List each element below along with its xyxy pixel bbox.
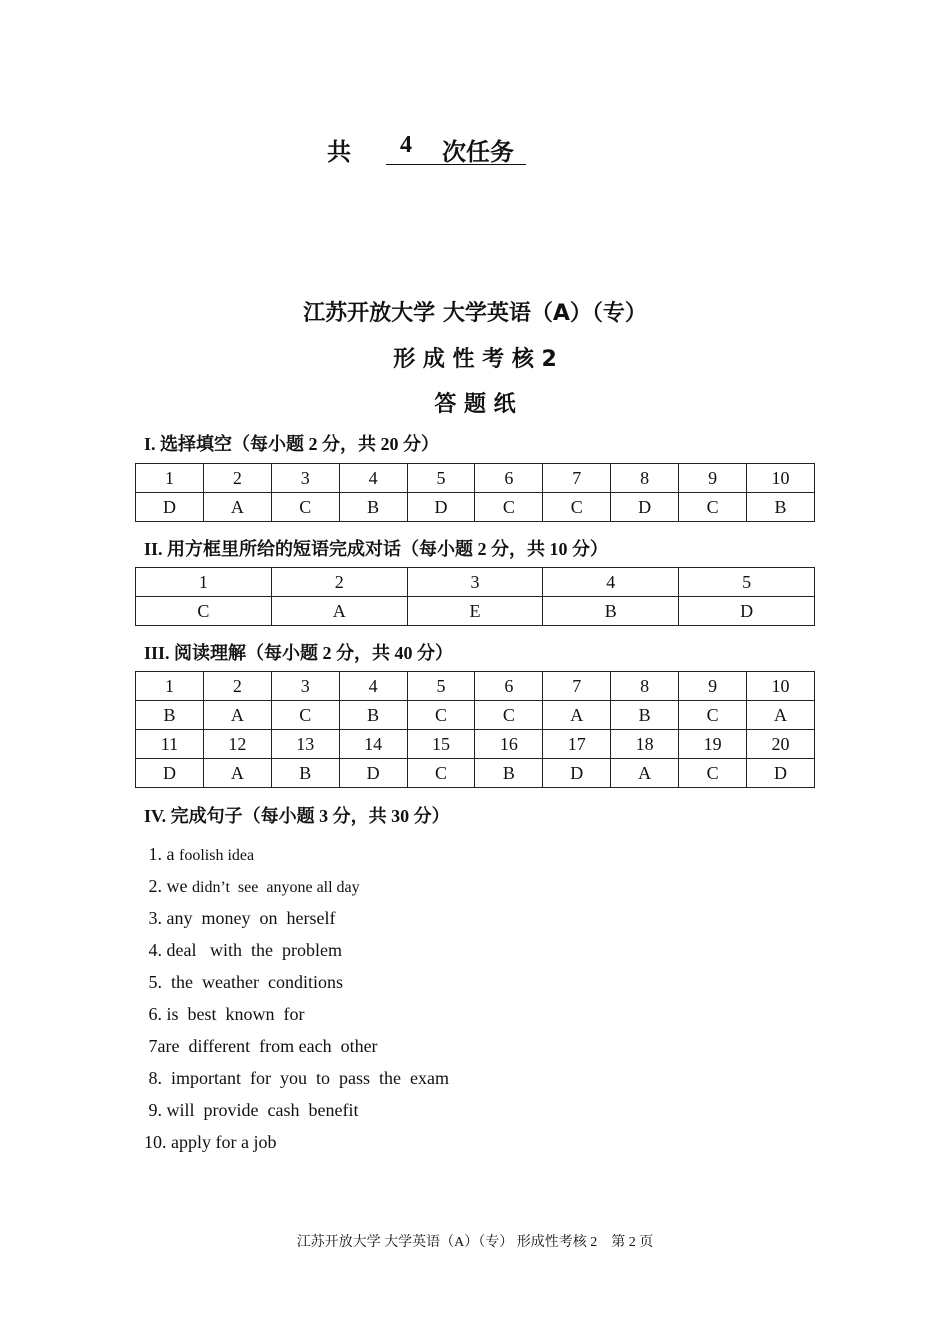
answer-cell: B bbox=[611, 701, 679, 730]
question-number: 14 bbox=[339, 730, 407, 759]
answer-cell: A bbox=[611, 759, 679, 788]
answer-cell: A bbox=[203, 701, 271, 730]
answer-cell: C bbox=[543, 493, 611, 522]
question-number: 6 bbox=[475, 672, 543, 701]
question-number: 18 bbox=[611, 730, 679, 759]
answer-cell: B bbox=[543, 597, 679, 626]
table-row bbox=[136, 464, 815, 493]
table-row bbox=[136, 493, 815, 522]
sentence-answer-list bbox=[144, 842, 449, 1162]
question-number: 3 bbox=[271, 464, 339, 493]
answer-cell: A bbox=[271, 597, 407, 626]
question-number: 2 bbox=[203, 672, 271, 701]
question-number: 13 bbox=[271, 730, 339, 759]
table-row bbox=[136, 672, 815, 701]
answer-cell: D bbox=[747, 759, 815, 788]
section1-table bbox=[135, 463, 815, 522]
answer-cell: B bbox=[136, 701, 204, 730]
question-number: 12 bbox=[203, 730, 271, 759]
question-number: 10 bbox=[747, 464, 815, 493]
question-number: 8 bbox=[611, 464, 679, 493]
table-row bbox=[136, 759, 815, 788]
list-item bbox=[144, 1066, 449, 1098]
list-item bbox=[144, 1130, 449, 1162]
question-number: 4 bbox=[339, 464, 407, 493]
answer-cell: D bbox=[136, 759, 204, 788]
question-number: 7 bbox=[543, 672, 611, 701]
answer-cell: D bbox=[543, 759, 611, 788]
section2-heading: II. 用方框里所给的短语完成对话（每小题 2 分，共 10 分） bbox=[144, 539, 609, 559]
question-number: 16 bbox=[475, 730, 543, 759]
question-number: 2 bbox=[203, 464, 271, 493]
section2-table bbox=[135, 567, 815, 626]
question-number: 3 bbox=[407, 568, 543, 597]
answer-text: 3. any money on herself bbox=[144, 908, 336, 928]
question-number: 1 bbox=[136, 568, 272, 597]
answer-cell: D bbox=[611, 493, 679, 522]
list-item bbox=[144, 906, 449, 938]
list-item bbox=[144, 970, 449, 1002]
document-title: 江苏开放大学 大学英语（A）（专） bbox=[303, 301, 647, 326]
task-prefix: 共 bbox=[327, 138, 351, 166]
answer-cell: B bbox=[339, 493, 407, 522]
answer-sheet-title: 答 题 纸 bbox=[434, 392, 516, 417]
question-number: 19 bbox=[679, 730, 747, 759]
answer-cell: C bbox=[271, 493, 339, 522]
table-row bbox=[136, 730, 815, 759]
answer-cell: C bbox=[679, 759, 747, 788]
question-number: 4 bbox=[339, 672, 407, 701]
document-subtitle: 形 成 性 考 核 2 bbox=[393, 347, 557, 372]
question-number: 7 bbox=[543, 464, 611, 493]
answer-text: 5. the weather conditions bbox=[144, 972, 343, 992]
answer-text-small: didn’t see anyone all day bbox=[192, 879, 360, 896]
answer-cell: C bbox=[271, 701, 339, 730]
answer-cell: D bbox=[407, 493, 475, 522]
task-suffix: 次任务 bbox=[442, 138, 514, 166]
answer-cell: B bbox=[475, 759, 543, 788]
answer-text: 2. we bbox=[144, 876, 192, 896]
list-item bbox=[144, 842, 449, 874]
question-number: 5 bbox=[407, 672, 475, 701]
answer-cell: C bbox=[407, 701, 475, 730]
list-item bbox=[144, 874, 449, 906]
answer-cell: D bbox=[136, 493, 204, 522]
answer-cell: B bbox=[339, 701, 407, 730]
list-item bbox=[144, 1002, 449, 1034]
list-item bbox=[144, 938, 449, 970]
question-number: 11 bbox=[136, 730, 204, 759]
list-item bbox=[144, 1034, 449, 1066]
question-number: 4 bbox=[543, 568, 679, 597]
question-number: 5 bbox=[407, 464, 475, 493]
answer-cell: A bbox=[203, 759, 271, 788]
question-number: 20 bbox=[747, 730, 815, 759]
answer-cell: A bbox=[203, 493, 271, 522]
table-row bbox=[136, 568, 815, 597]
task-count: 4 bbox=[400, 132, 412, 158]
answer-cell: D bbox=[339, 759, 407, 788]
section3-heading: III. 阅读理解（每小题 2 分，共 40 分） bbox=[144, 643, 454, 663]
table-row bbox=[136, 597, 815, 626]
question-number: 17 bbox=[543, 730, 611, 759]
question-number: 10 bbox=[747, 672, 815, 701]
answer-cell: C bbox=[407, 759, 475, 788]
question-number: 3 bbox=[271, 672, 339, 701]
page-footer: 江苏开放大学 大学英语（A）（专） 形成性考核 2 第 2 页 bbox=[296, 1235, 654, 1250]
question-number: 9 bbox=[679, 672, 747, 701]
answer-cell: C bbox=[475, 493, 543, 522]
answer-cell: B bbox=[271, 759, 339, 788]
answer-cell: A bbox=[543, 701, 611, 730]
question-number: 8 bbox=[611, 672, 679, 701]
question-number: 5 bbox=[679, 568, 815, 597]
question-number: 9 bbox=[679, 464, 747, 493]
answer-cell: C bbox=[679, 701, 747, 730]
answer-cell: A bbox=[747, 701, 815, 730]
answer-cell: C bbox=[475, 701, 543, 730]
answer-text: 4. deal with the problem bbox=[144, 940, 342, 960]
answer-text: 1. a bbox=[144, 844, 179, 864]
table-row bbox=[136, 701, 815, 730]
task-count-underline bbox=[386, 132, 526, 165]
answer-text: 10. apply for a job bbox=[144, 1132, 277, 1152]
answer-cell: C bbox=[679, 493, 747, 522]
answer-cell: E bbox=[407, 597, 543, 626]
answer-cell: C bbox=[136, 597, 272, 626]
answer-text: 8. important for you to pass the exam bbox=[144, 1068, 449, 1088]
question-number: 2 bbox=[271, 568, 407, 597]
answer-text: 9. will provide cash benefit bbox=[144, 1100, 359, 1120]
section4-heading: IV. 完成句子（每小题 3 分，共 30 分） bbox=[144, 806, 450, 826]
question-number: 1 bbox=[136, 672, 204, 701]
section3-table bbox=[135, 671, 815, 788]
question-number: 1 bbox=[136, 464, 204, 493]
answer-text: 6. is best known for bbox=[144, 1004, 305, 1024]
list-item bbox=[144, 1098, 449, 1130]
answer-cell: B bbox=[747, 493, 815, 522]
section1-heading: I. 选择填空（每小题 2 分，共 20 分） bbox=[144, 434, 440, 454]
answer-text: 7are different from each other bbox=[144, 1036, 378, 1056]
question-number: 6 bbox=[475, 464, 543, 493]
answer-cell: D bbox=[679, 597, 815, 626]
answer-text-small: foolish idea bbox=[179, 847, 255, 864]
question-number: 15 bbox=[407, 730, 475, 759]
